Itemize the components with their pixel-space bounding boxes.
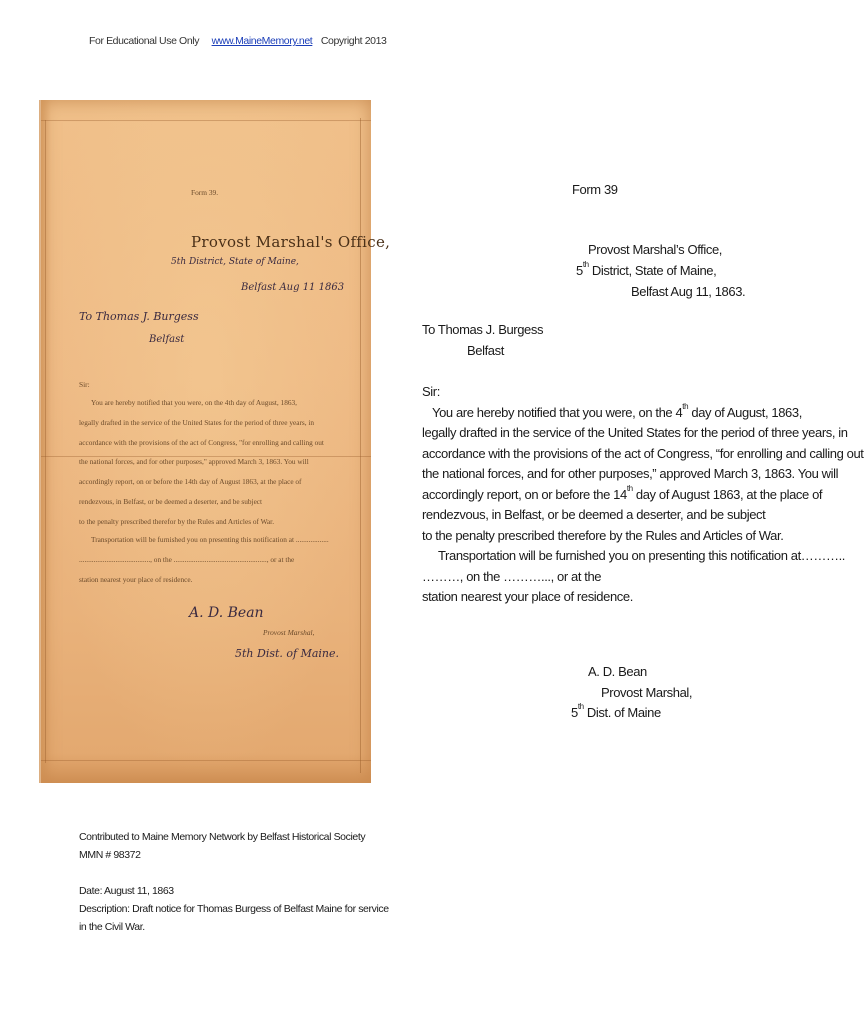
scan-to-place: Belfast — [149, 334, 185, 345]
signature-district: 5th Dist. of Maine — [571, 702, 661, 720]
body-line: rendezvous, in Belfast, or be deemed a deserter, and be subject — [422, 507, 766, 522]
mmn-number: MMN # 98372 — [79, 849, 141, 861]
scan-paragraph-1 — [79, 393, 341, 532]
scan-sig-title: Provost Marshal, — [263, 628, 315, 637]
copyright-text: Copyright 2013 — [320, 35, 387, 47]
body-line: station nearest your place of residence. — [422, 589, 633, 604]
body-line: legally drafted in the service of the United States for the period of three years, in — [422, 425, 848, 440]
recipient-place: Belfast — [467, 343, 504, 358]
mainememory-link[interactable]: www.MaineMemory.net — [211, 35, 313, 47]
body-line: accordance with the provisions of the act of Congress, “for enrolling and calling out — [422, 445, 864, 461]
scan-line: ......................................., on the ..................................................., or at the — [79, 554, 295, 564]
body-line: You are hereby notified that you were, on the 4th day of August, 1863, — [432, 401, 802, 420]
scan-sig-district: 5th Dist. of Maine. — [235, 647, 340, 660]
salutation: Sir: — [422, 384, 440, 399]
scan-line: rendezvous, in Belfast, or be deemed a deserter, and be subject — [79, 496, 263, 506]
scan-line: the national forces, and for other purposes," approved March 3, 1863. You will — [79, 457, 309, 467]
scan-signature: A. D. Bean — [189, 605, 264, 621]
scanned-draft-notice-image — [41, 100, 391, 783]
scan-salutation: Sir: — [79, 380, 90, 389]
date-line: Date: August 11, 1863 — [79, 885, 174, 897]
scan-line: to the penalty prescribed therefor by the Rules and Articles of War. — [79, 516, 275, 526]
body-line: to the penalty prescribed therefore by the Rules and Articles of War. — [422, 527, 784, 543]
scan-line: legally drafted in the service of the United States for the period of three years, in — [79, 417, 315, 427]
scan-place-date: Belfast Aug 11 1863 — [241, 282, 345, 293]
description-line: Description: Draft notice for Thomas Burgess of Belfast Maine for service — [79, 903, 389, 915]
footer-metadata — [79, 828, 389, 936]
contributed-line: Contributed to Maine Memory Network by Belfast Historical Society — [79, 831, 366, 843]
signature-title: Provost Marshal, — [601, 685, 693, 700]
body-line: Transportation will be furnished you on presenting this notification at……….. — [438, 548, 846, 563]
transcription-body — [422, 382, 864, 608]
body-line: accordingly report, on or before the 14th day of August 1863, at the place of — [422, 483, 823, 502]
scan-form-label: Form 39. — [191, 188, 219, 197]
district-line: 5th District, State of Maine, — [576, 260, 717, 278]
form-number: Form 39 — [572, 182, 618, 197]
scan-paragraph-2 — [79, 530, 341, 589]
scan-line: accordingly report, on or before the 14th day of August 1863, at the place of — [79, 477, 302, 487]
signature-name: A. D. Bean — [588, 664, 647, 679]
body-line: ………, on the ………..., or at the — [422, 568, 602, 584]
scan-line: station nearest your place of residence. — [79, 574, 193, 584]
scan-line: You are hereby notified that you were, on the 4th day of August, 1863, — [91, 398, 297, 407]
scan-district-line: 5th District, State of Maine, — [171, 257, 299, 267]
scan-to-name: To Thomas J. Burgess — [79, 310, 199, 323]
scan-line: Transportation will be furnished you on presenting this notification at .................. — [91, 535, 329, 544]
office-title: Provost Marshal’s Office, — [588, 242, 723, 257]
educational-notice: For Educational Use Only — [89, 35, 200, 47]
place-date: Belfast Aug 11, 1863. — [631, 284, 746, 299]
scan-line: accordance with the provisions of the act of Congress, "for enrolling and calling out — [79, 437, 324, 447]
page-header — [89, 35, 386, 47]
scan-title: Provost Marshal's Office, — [191, 233, 391, 251]
recipient-name: To Thomas J. Burgess — [422, 322, 544, 337]
body-line: the national forces, and for other purposes,” approved March 3, 1863. You will — [422, 466, 839, 481]
description-line: in the Civil War. — [79, 921, 145, 933]
